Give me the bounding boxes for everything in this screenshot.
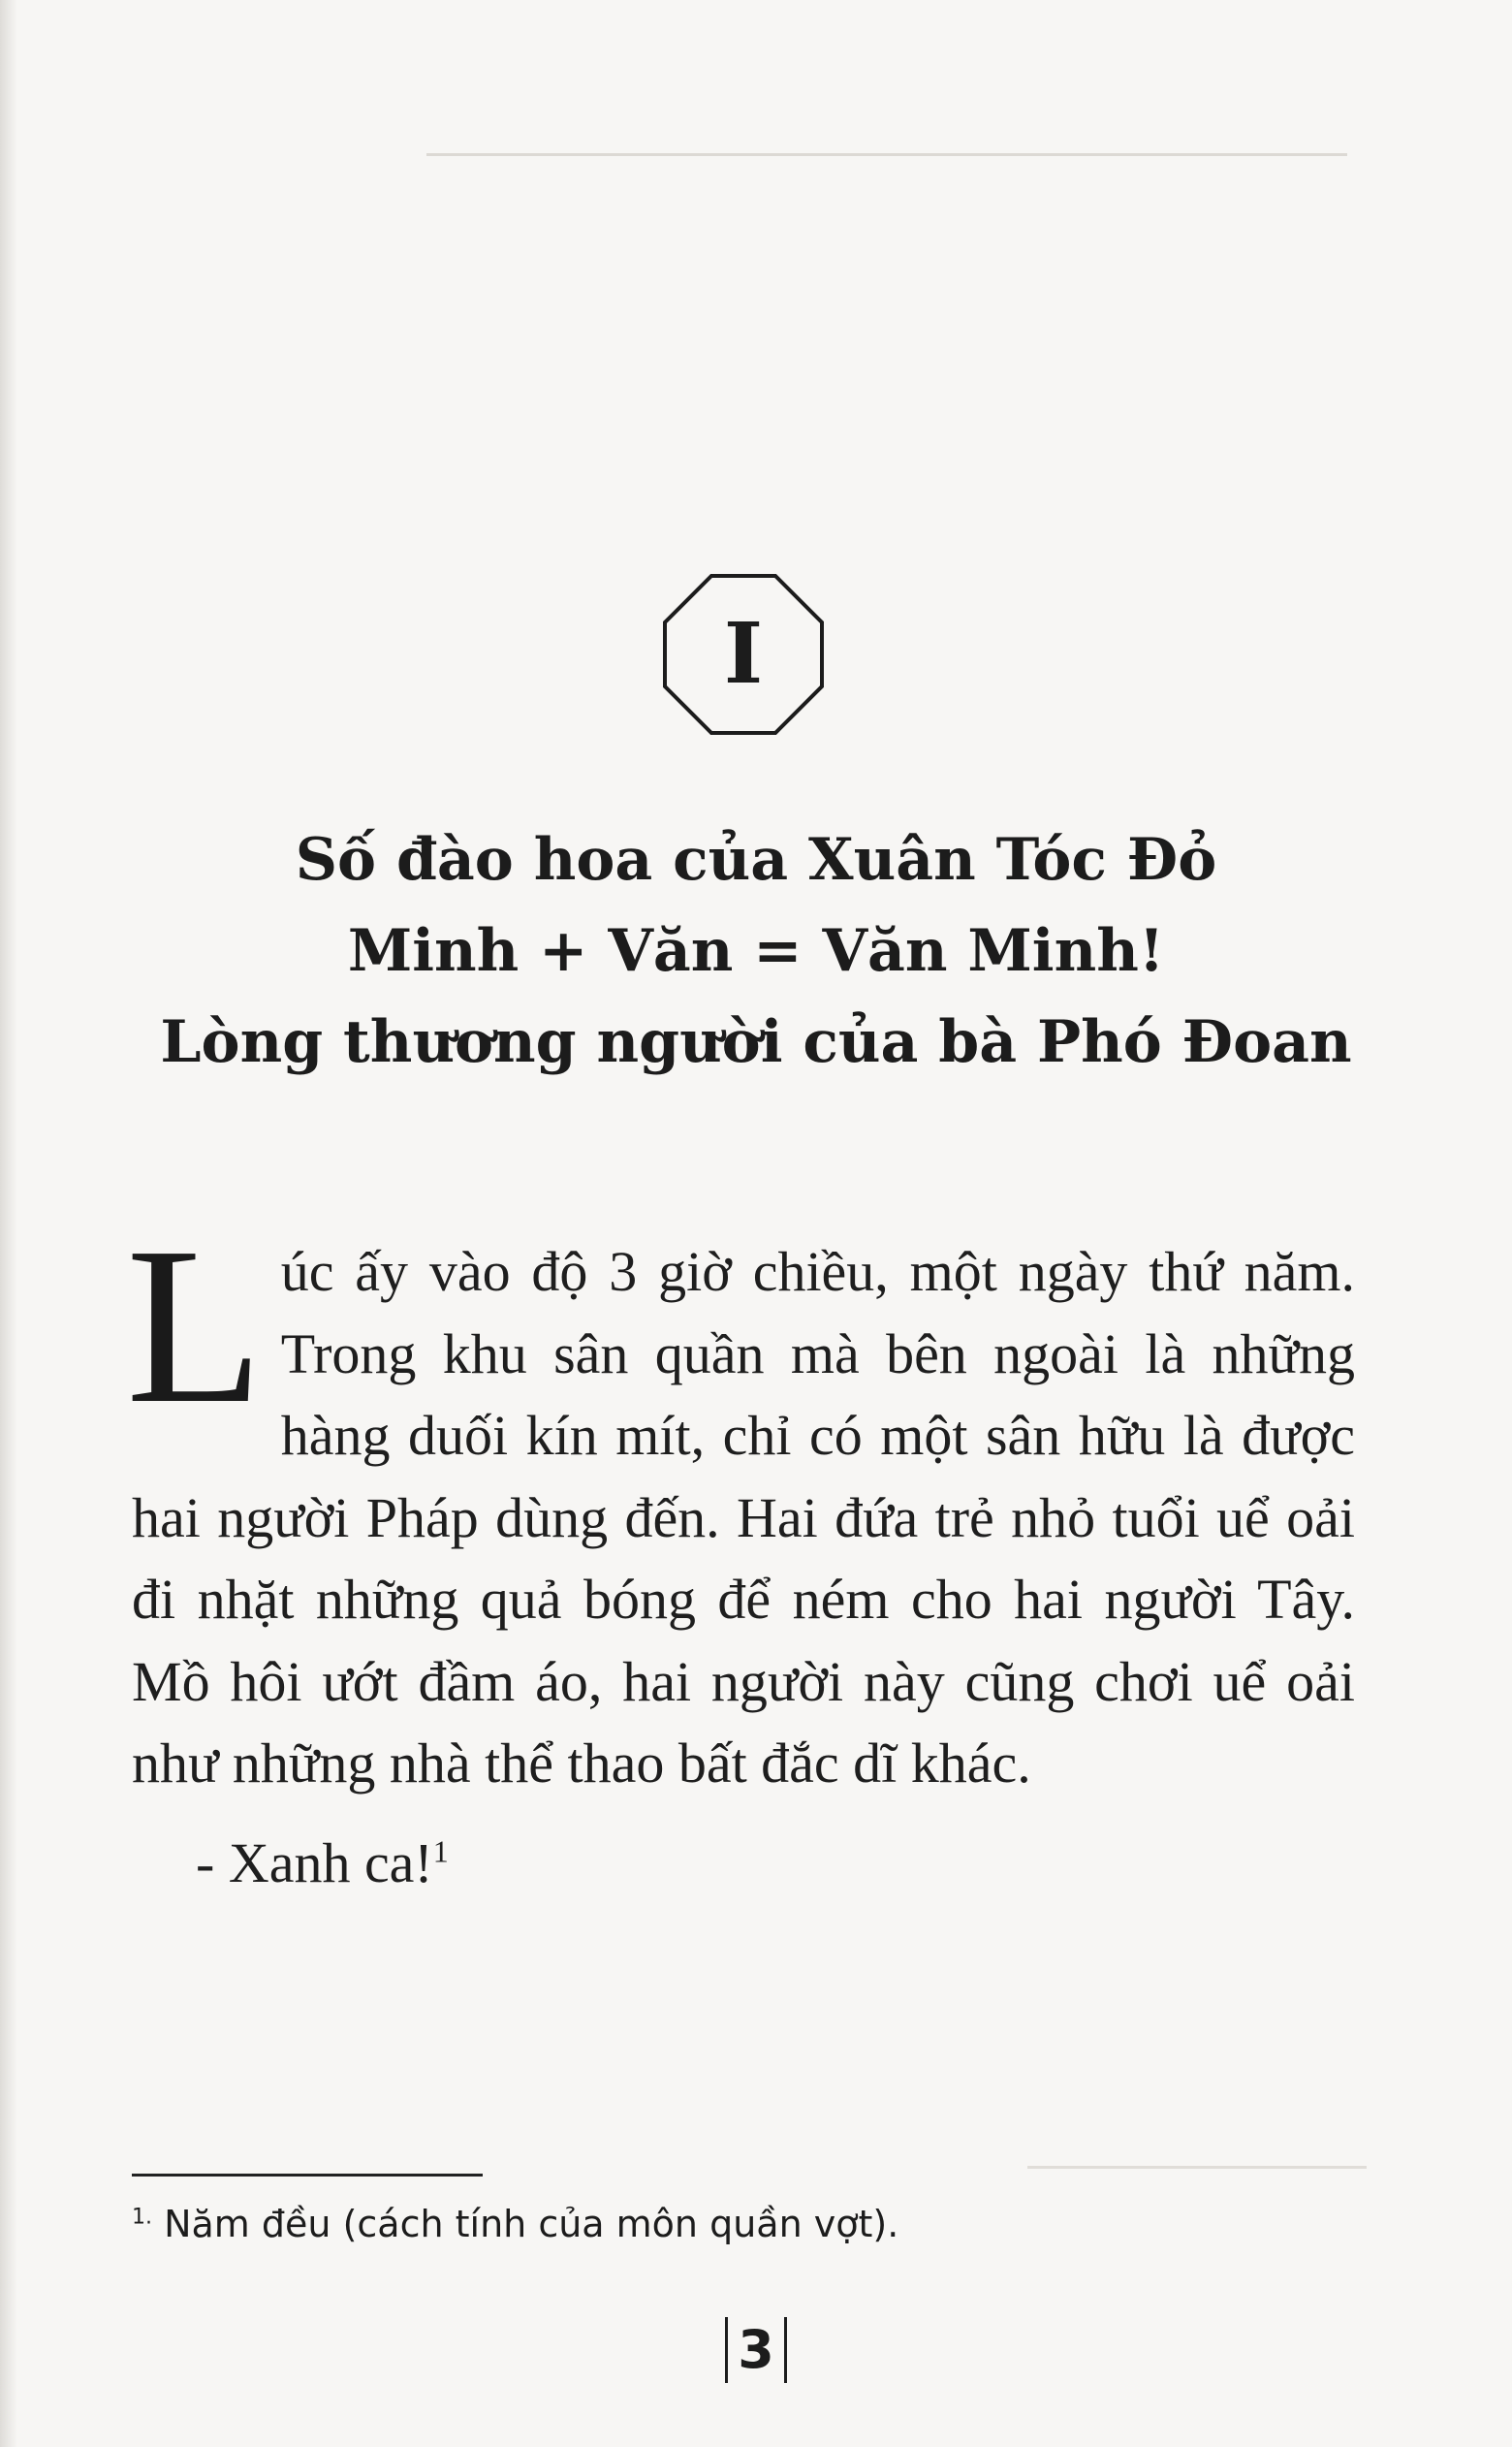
- chapter-number-badge: [661, 572, 826, 737]
- bleed-through-footnote-rule: [1027, 2166, 1367, 2169]
- page-gutter-shadow: [0, 0, 17, 2447]
- dialogue-line: [132, 1823, 1355, 1905]
- body-text: [126, 1201, 1355, 1904]
- first-paragraph: [126, 1201, 1355, 1805]
- footnote-text: Năm đều (cách tính của môn quần vợt).: [164, 2203, 899, 2245]
- chapter-title-line-2: Minh + Văn = Văn Minh!: [347, 917, 1165, 985]
- footnote-divider: [132, 2174, 483, 2177]
- chapter-numeral: I: [723, 605, 764, 703]
- first-paragraph-text: úc ấy vào độ 3 giờ chiều, một ngày thứ năm. Trong khu sân quần mà bên ngoài là những hàng duối kín mít, chỉ có một sân hữu là được hai người Pháp dùng đến. Hai đứa trẻ nhỏ tuổi uể oải đi nhặt những quả bóng để ném cho hai người Tây. Mồ hôi ướt đầm áo, hai người này cũng chơi uể oải như những nhà thể thao bất đắc dĩ khác.: [132, 1240, 1355, 1795]
- footnote: [132, 2201, 1295, 2247]
- footnote-marker: 1.: [132, 2205, 152, 2230]
- page-number-block: [692, 2315, 820, 2385]
- chapter-title-line-1: Số đào hoa của Xuân Tóc Đỏ: [295, 826, 1217, 894]
- page-number-right-bar: [784, 2317, 787, 2383]
- chapter-title: [97, 814, 1415, 1088]
- drop-cap: L: [126, 1201, 264, 1450]
- dialogue-text: - Xanh ca!: [196, 1830, 433, 1894]
- chapter-title-line-3: Lòng thương người của bà Phó Đoan: [160, 1008, 1352, 1076]
- bleed-through-rule: [426, 153, 1347, 156]
- footnote-reference[interactable]: 1: [432, 1833, 449, 1869]
- page-number: 3: [738, 2319, 774, 2380]
